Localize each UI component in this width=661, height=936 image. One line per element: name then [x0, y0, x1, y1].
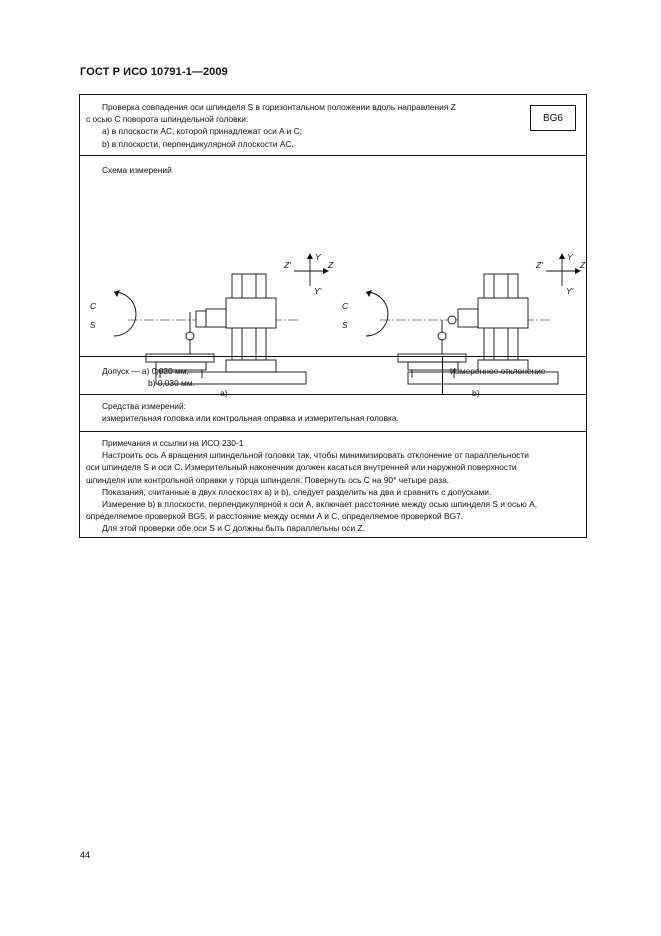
check-table: [79, 94, 587, 538]
axis-y-arrow-a: [307, 253, 313, 259]
check-id-badge: BG6: [530, 105, 576, 131]
spindle-nose-b: [458, 309, 478, 327]
axis-y-label-a: Y: [315, 252, 321, 262]
rotation-c-label-a: C: [90, 301, 97, 311]
measured-deviation-label: Измеренное отклонение: [450, 366, 546, 376]
spindle-nose-a: [206, 309, 226, 327]
check-item-b: b) в плоскости, перпендикулярной плоскости AC.: [102, 138, 294, 149]
check-description-row: [80, 95, 586, 156]
axis-y-arrow-b: [559, 253, 565, 259]
dial-gauge-b: [438, 332, 446, 340]
notes-title: Примечания и ссылки на ИСО 230-1: [102, 438, 244, 448]
instruments-text: измерительная головка или контрольная оправка и измерительная головка.: [102, 413, 399, 424]
rotation-arrow-a: [114, 290, 120, 297]
notes-row: [80, 432, 586, 537]
axis-y-neg-label-b: Y': [566, 286, 574, 296]
instruments-block: [102, 400, 399, 424]
rotation-s-label-b: S: [342, 320, 348, 330]
figure-a-label: a): [220, 388, 228, 398]
notes-p4: Для этой проверки обе оси S и C должны быть параллельны оси Z.: [102, 523, 365, 534]
check-description: [86, 101, 536, 150]
notes-p1-line1: Настроить ось A вращения шпиндельной головки так, чтобы минимизировать отклонение от параллельности: [102, 450, 529, 461]
notes-p3-line2: определяемое проверкой BG5, и расстояние между осями A и C, определяемое проверкой BG7.: [86, 511, 464, 522]
tolerance-divider: [442, 357, 443, 394]
notes-p3-line1: Измерение b) в плоскости, перпендикулярной к оси A, включает расстояние между осью шпинделя S и осью A,: [102, 499, 538, 510]
axis-y-neg-label-a: Y': [314, 286, 322, 296]
spindle-head-a: [226, 298, 276, 328]
check-line-2: с осью C поворота шпиндельной головки:: [86, 114, 249, 125]
tolerance-a: Допуск — а) 0,020 мм,: [102, 366, 189, 376]
dial-gauge-a: [186, 332, 194, 340]
axis-y-label-b: Y: [567, 252, 573, 262]
spindle-head-b: [478, 298, 528, 328]
instruments-title: Средства измерений:: [102, 401, 186, 411]
notes-p2: Показания, считанные в двух плоскостях а) и b), следует разделить на два и сравнить с допусками.: [102, 486, 492, 497]
check-line-1: Проверка совпадения оси шпинделя S в горизонтальном положении вдоль направления Z: [102, 102, 456, 112]
spindle-end-a: [196, 311, 206, 327]
document-header: ГОСТ Р ИСО 10791-1—2009: [80, 66, 228, 78]
rotation-s-label-a: S: [90, 320, 96, 330]
tolerance-row: [80, 357, 586, 395]
diagram-caption: Схема измерений: [102, 165, 172, 175]
check-item-a: а) в плоскости AC, которой принадлежат оси A и C;: [102, 126, 303, 137]
figure-b-label: b): [472, 388, 480, 398]
rotation-arc-b: [366, 292, 388, 336]
rotation-c-label-b: C: [342, 301, 349, 311]
notes-p1-line3: шпинделя или контрольной оправки у торца шпинделя. Повернуть ось C на 90° четыре раза.: [86, 474, 450, 485]
tolerance-b: b) 0,030 мм.: [148, 378, 195, 389]
axis-z-neg-label-a: Z': [284, 260, 291, 270]
axis-z-neg-label-b: Z': [536, 260, 543, 270]
rotation-arrow-b: [366, 290, 372, 297]
page-number: 44: [80, 850, 91, 860]
notes-block: [86, 437, 582, 535]
rotation-arc-a: [114, 292, 136, 336]
notes-p1-line2: оси шпинделя S и оси C. Измерительный наконечник должен касаться внутренней или наружной поверхности: [86, 462, 517, 473]
instruments-row: [80, 395, 586, 432]
tolerance-block: [102, 365, 195, 389]
axis-z-label-b: Z: [580, 260, 586, 270]
spindle-end-b: [448, 316, 456, 324]
axis-z-label-a: Z: [328, 260, 334, 270]
